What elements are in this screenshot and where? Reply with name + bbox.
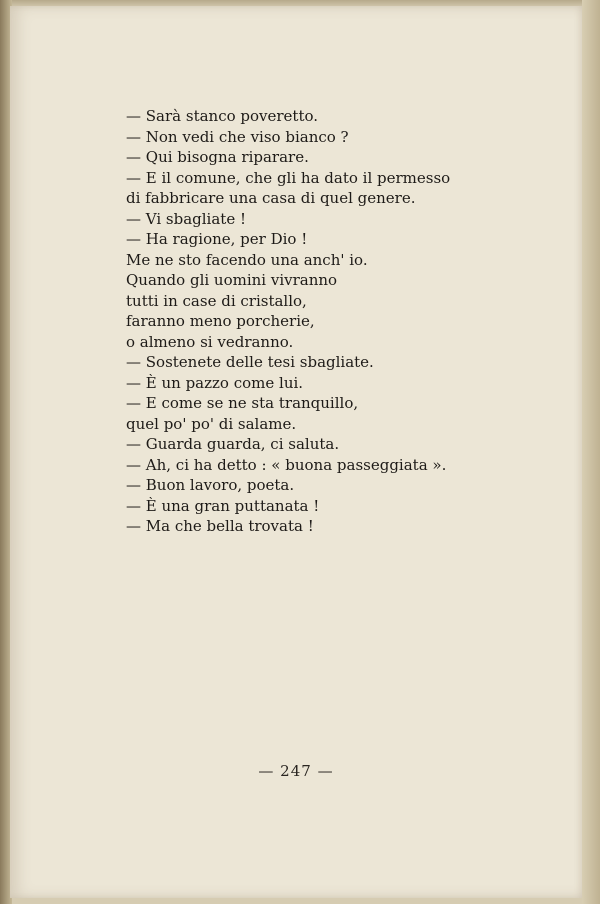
poem-line: Me ne sto facendo una anch' io. (126, 250, 368, 269)
poem-line: — Qui bisogna riparare. (126, 148, 309, 166)
poem-line: — Guarda guarda, ci saluta. (126, 435, 340, 453)
poem-line: — Ma che bella trovata ! (126, 517, 314, 535)
poem-line: — Ha ragione, per Dio ! (126, 230, 308, 248)
poem-line: — Sostenete delle tesi sbagliate. (126, 353, 374, 371)
poem-line: faranno meno porcherie, (126, 312, 315, 330)
poem-line: — Buon lavoro, poeta. (126, 476, 295, 494)
poem-line: — Non vedi che viso bianco ? (126, 127, 349, 146)
page-number: — 247 — (258, 762, 334, 780)
poem-line: quel po' po' di salame. (126, 414, 297, 433)
poem-line: — È una gran puttanata ! (126, 496, 320, 515)
poem-line: Quando gli uomini vivranno (126, 271, 338, 289)
poem-line: — Ah, ci ha detto : « buona passeggiata ». (126, 455, 447, 474)
poem-line: — È un pazzo come lui. (126, 373, 304, 392)
page-stack-edge (582, 0, 600, 904)
poem-line: di fabbricare una casa di quel genere. (126, 189, 416, 207)
poem-line: — E il comune, che gli ha dato il permesso (126, 168, 451, 187)
poem-line: tutti in case di cristallo, (126, 291, 307, 310)
book-page (10, 6, 582, 898)
poem-line: o almeno si vedranno. (126, 332, 294, 351)
poem-line: — Vi sbagliate ! (126, 209, 246, 228)
poem-text (126, 106, 486, 537)
poem-line: — Sarà stanco poveretto. (126, 107, 319, 125)
poem-line: — E come se ne sta tranquillo, (126, 394, 359, 412)
